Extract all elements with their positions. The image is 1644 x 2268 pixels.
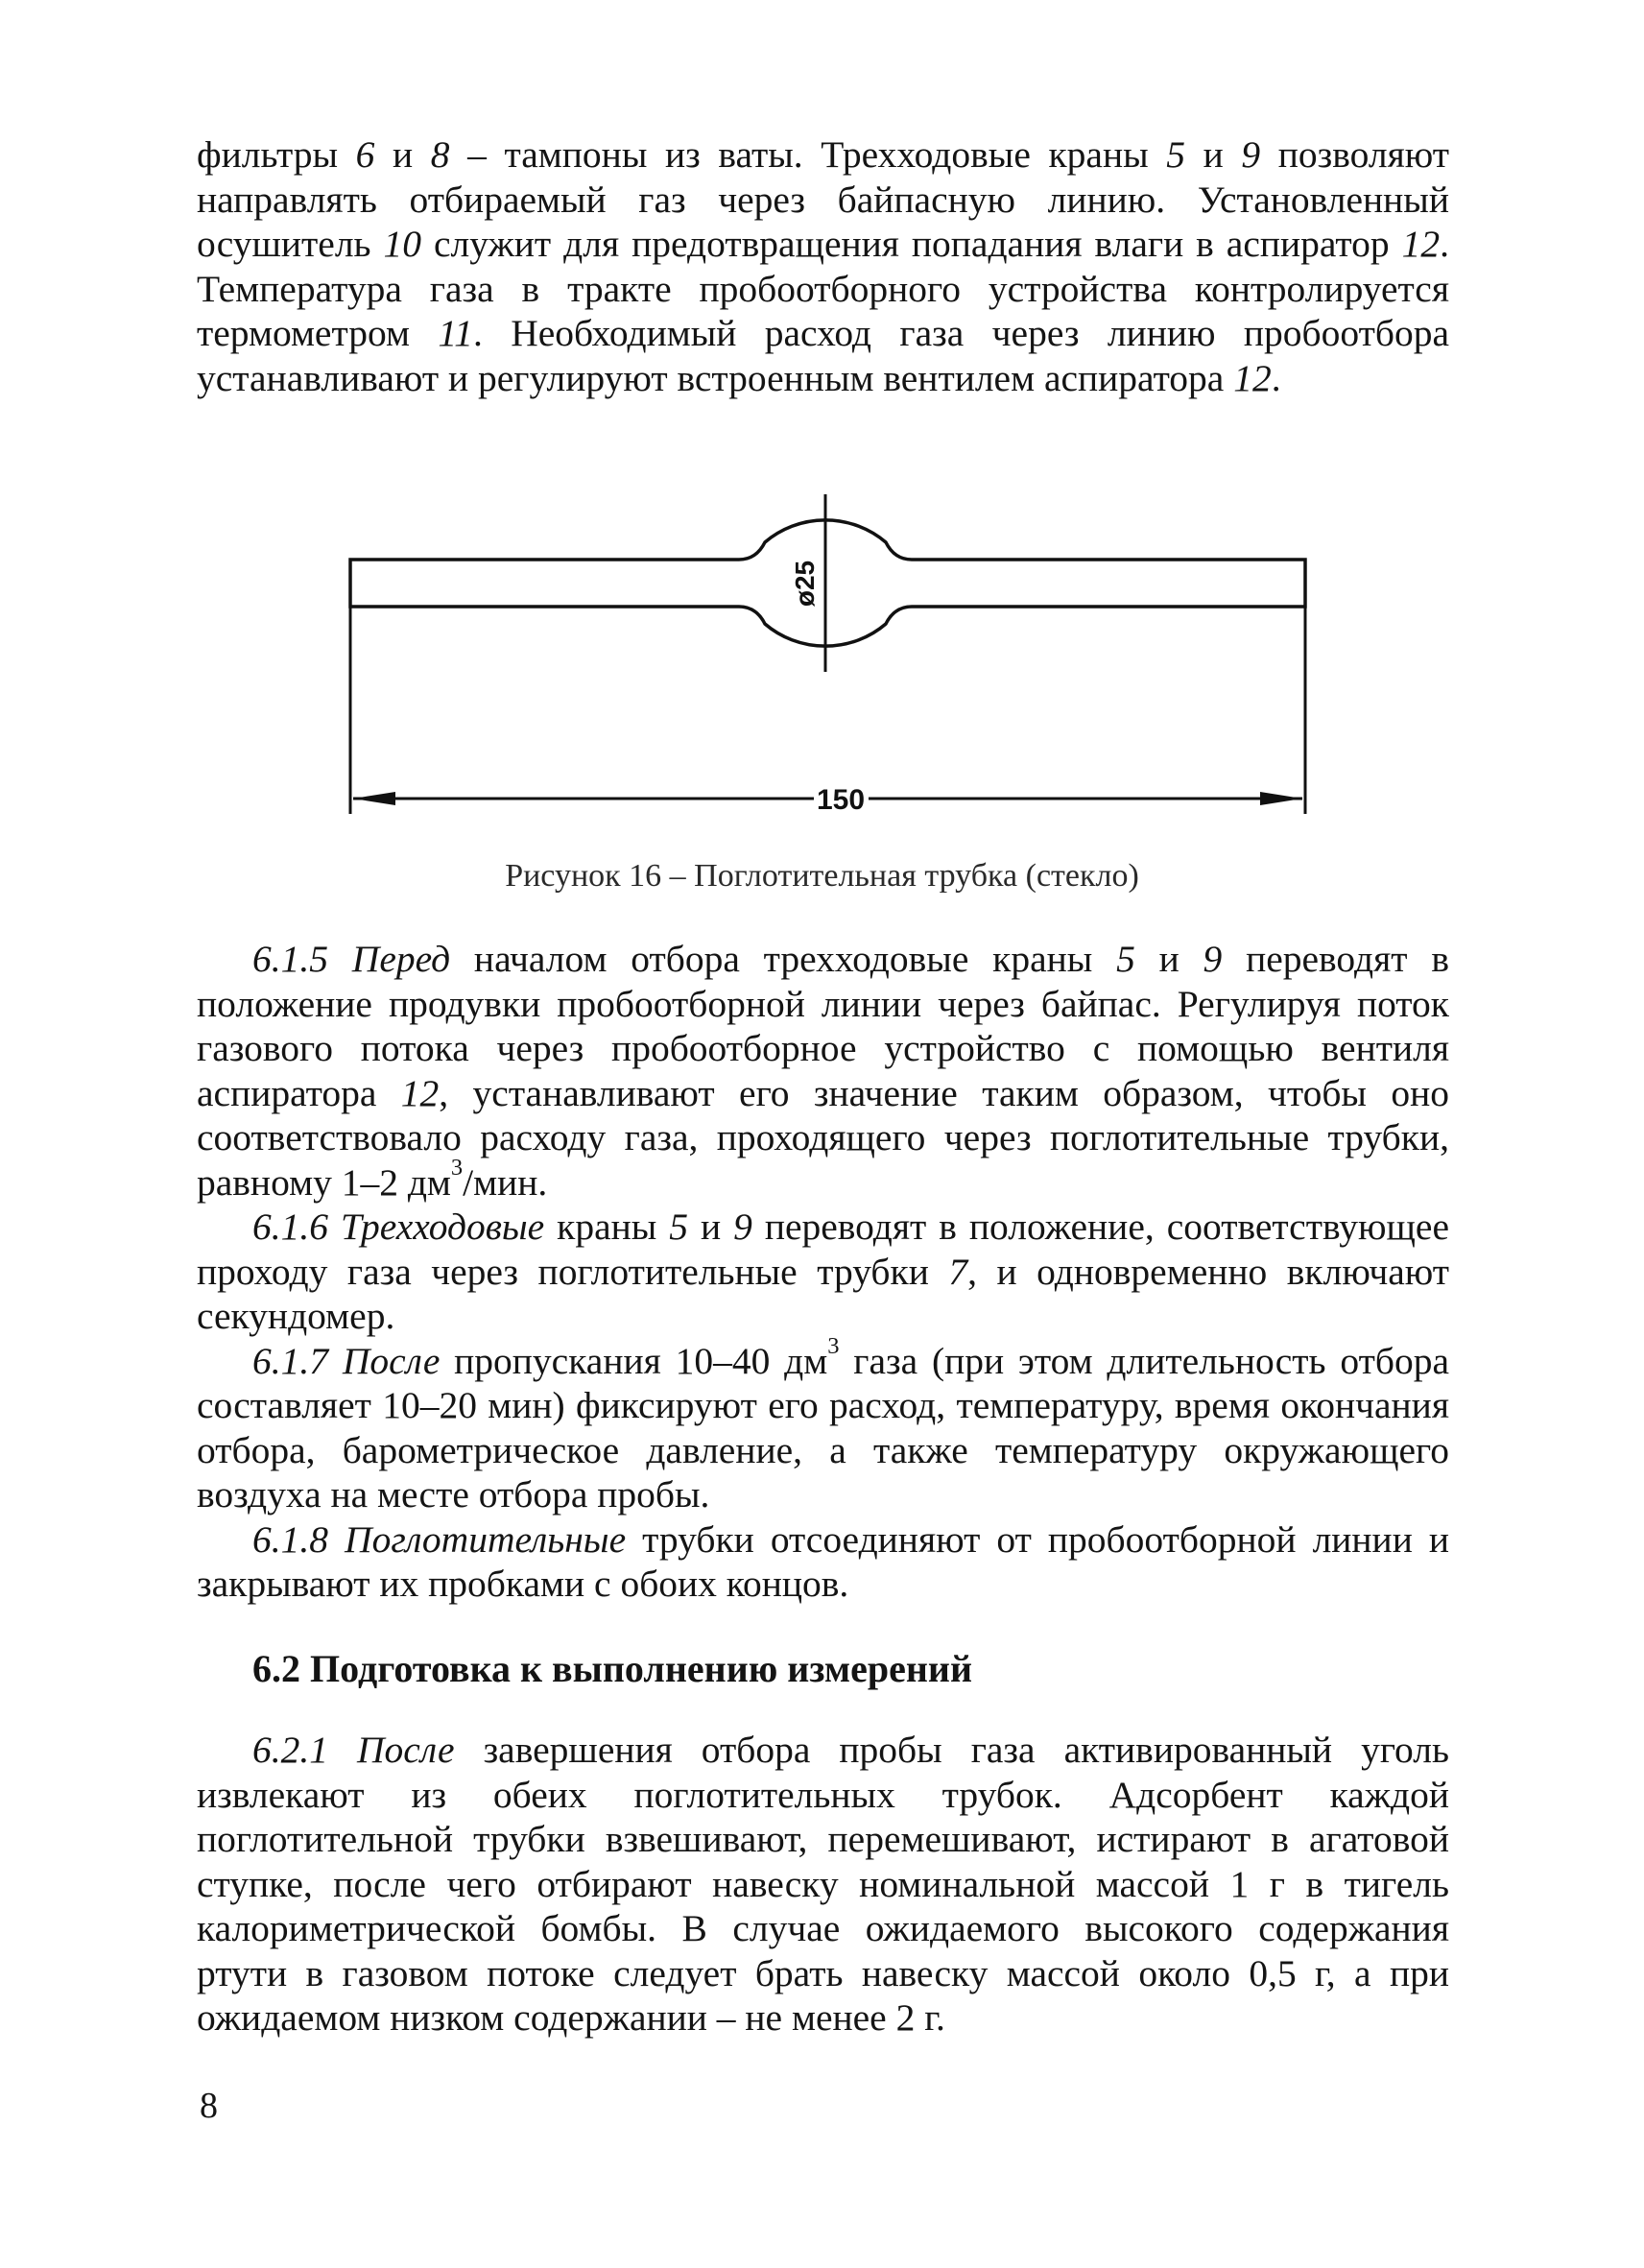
section-6-2-1-block — [197, 1728, 1449, 2041]
ref-filter-8: 8 — [430, 133, 450, 176]
section-number: 6.1.5 — [252, 938, 328, 980]
section-lead-word: После — [357, 1729, 455, 1771]
section-6-1-8: 6.1.8 Поглотительные трубки отсоединяют от пробоотборной линии и закрывают их пробками с обоих концов. — [197, 1517, 1450, 1605]
ref-valve-9: 9 — [1241, 133, 1261, 176]
section-heading-6-2: 6.2 Подготовка к выполнению измерений — [252, 1647, 972, 1690]
dimension-arrow-right — [1260, 792, 1302, 805]
intro-text: фильтры 6 и 8 – тампоны из ваты. Трехходовые краны 5 и 9 позволяют направлять отбираемый газ через байпасную линию. Установленный осушитель 10 служит для предотвращения попадания влаги в аспиратор 12. Температура газа в тракте пробоотборного устройства контролируется термометром 11. Необходимый расход газа через линию пробоотбора устанавливают и регулируют встроенным вентилем аспиратора 12. — [197, 133, 1449, 399]
ref-thermometer-11: 11 — [438, 312, 473, 354]
section-6-2-1: 6.2.1 После завершения отбора пробы газа активированный уголь извлекают из обеих поглотительных трубок. Адсорбент каждой поглотительной трубки взвешивают, перемешивают, истирают в агатовой ступке, после чего отбирают навеску номинальной массой 1 г в тигель калориметрической бомбы. В случае ожидаемого высокого содержания ртути в газовом потоке следует брать навеску массой около 0,5 г, а при ожидаемом низком содержании – не менее 2 г. — [197, 1729, 1450, 2039]
section-number: 6.1.7 — [252, 1339, 328, 1382]
page-number: 8 — [200, 2086, 218, 2126]
tube-outline — [350, 494, 1305, 814]
ref-filter-6: 6 — [355, 133, 375, 176]
ref-aspirator-12: 12 — [1401, 223, 1441, 265]
length-label: 150 — [816, 784, 866, 816]
ref-aspirator-12b: 12 — [1233, 356, 1272, 399]
tube-right-segment — [912, 560, 1305, 607]
dimension-arrow-left — [353, 792, 395, 805]
ref-dryer-10: 10 — [383, 223, 422, 265]
section-6-1-6: 6.1.6 Трехходовые краны 5 и 9 переводят в положение, соответствующее проходу газа через поглотительные трубки 7, и одновременно включают секундомер. — [197, 1206, 1449, 1337]
section-number: 6.1.6 — [252, 1206, 328, 1248]
tube-left-segment — [350, 560, 739, 607]
section-6-1-5: 6.1.5 Перед началом отбора трехходовые краны 5 и 9 переводят в положение продувки пробоотборной линии через байпас. Регулируя поток газового потока через пробоотборное устройство с помощью вентиля аспиратора 12, устанавливают его значение таким образом, чтобы оно соответствовало расходу газа, проходящего через поглотительные трубки, равному 1–2 $дм^3$/мин. — [197, 938, 1449, 1204]
figure-caption: Рисунок 16 – Поглотительная трубка (стекло) — [505, 858, 1139, 894]
section-number: 6.1.8 — [252, 1517, 328, 1561]
section-6-1-7: 6.1.7 После пропускания 10–40 $дм^3$ газа (при этом длительность отбора составляет 10–20 мин) фиксируют его расход, температуру, время окончания отбора, барометрическое давление, а также температуру окружающего воздуха на месте отбора пробы. — [197, 1332, 1449, 1516]
section-lead-word: После — [342, 1339, 441, 1382]
section-lead-word: Трехходовые — [340, 1206, 545, 1248]
section-number: 6.2.1 — [252, 1729, 328, 1771]
ref-valve-5: 5 — [1166, 133, 1185, 176]
diameter-label: ø25 — [790, 560, 820, 608]
section-lead-word: Поглотительные — [345, 1517, 627, 1561]
section-lead-word: Перед — [351, 938, 451, 980]
sections-block — [197, 937, 1449, 1607]
